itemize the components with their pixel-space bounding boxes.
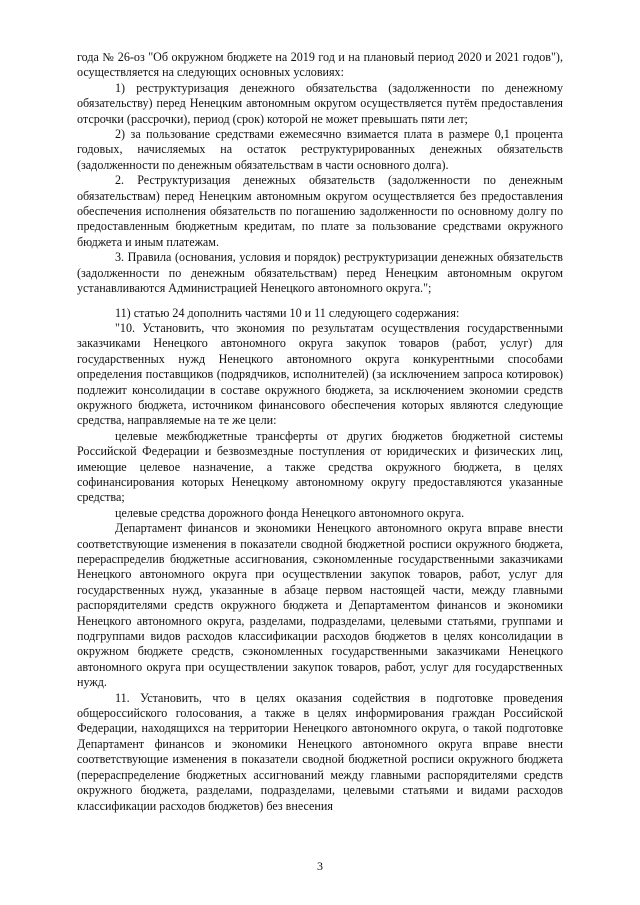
paragraph-item-11: 11) статью 24 дополнить частями 10 и 11 следующего содержания: — [115, 305, 460, 320]
page-number: 3 — [317, 859, 323, 873]
paragraph-condition-2: 2) за пользование средствами ежемесячно взимается плата в размере 0,1 процента годовых, начисляемых на остаток реструктурированных денежных обязательств (задолженности по денежным обязательствам в части основного долга). — [77, 127, 563, 172]
paragraph-condition-1: 1) реструктуризация денежного обязательства (задолженности по денежному обязательству) перед Ненецким автономным округом осуществляется путём предоставления отсрочки (рассрочки), период (срок) которой не может превышать пяти лет; — [77, 80, 563, 126]
document-body — [77, 50, 563, 814]
paragraph-point-2: 2. Реструктуризация денежных обязательств (задолженности по денежным обязательствам) перед Ненецким автономным округом осуществляется без предоставления обеспечения исполнения обязательств по погашению задолженности по основному долгу по предоставленным бюджетным кредитам, по плате за пользование средствами окружного бюджета и иным платежам. — [77, 173, 563, 249]
paragraph-road-fund: целевые средства дорожного фонда Ненецкого автономного округа. — [115, 505, 465, 520]
paragraph-part-11: 11. Установить, что в целях оказания содействия в подготовке проведения общероссийского голосования, а также в целях информирования граждан Российской Федерации, находящихся на территории Ненецкого автономного округа, о такой подготовке Департамент финансов и экономики Ненецкого автономного округа вправе внести соответствующие изменения в показатели сводной бюджетной росписи окружного бюджета (перераспределение бюджетных ассигнований между главными распорядителями средств окружного бюджета, разделами, подразделами, целевыми статьями и видами расходов классификации расходов бюджетов) без внесения — [77, 690, 563, 813]
paragraph-point-3: 3. Правила (основания, условия и порядок) реструктуризации денежных обязательств (задолженности по денежным обязательствам) перед Ненецким автономным округом устанавливаются Администрацией Ненецкого автономного округа."; — [77, 250, 563, 296]
paragraph-part-10: "10. Установить, что экономия по результатам осуществления государственными заказчиками Ненецкого автономного округа закупок товаров (работ, услуг) для государственных нужд Ненецкого автономного округа конкурентными способами определения поставщиков (подрядчиков, исполнителей) (за исключением запроса котировок) подлежит консолидации в составе окружного бюджета, за исключением экономии средств окружного бюджета, источником финансового обеспечения которых являются следующие средства, направляемые на те же цели: — [77, 320, 563, 428]
paragraph-finance-department: Департамент финансов и экономики Ненецкого автономного округа вправе внести соответствующие изменения в показатели сводной бюджетной росписи окружного бюджета, перераспределив бюджетные ассигнования, сэкономленные государственными заказчиками Ненецкого автономного округа при осуществлении закупок товаров, работ, услуг для государственных нужд, указанные в абзаце первом настоящей части, между главными распорядителями средств окружного бюджета и Департаментом финансов и экономики Ненецкого автономного округа, разделами, подразделами, целевыми статьями, группами и подгруппами видов расходов классификации расходов бюджетов в целях консолидации в окружном бюджете средств, сэкономленных государственными заказчиками Ненецкого автономного округа при осуществлении закупок товаров, работ, услуг для государственных нужд. — [77, 521, 563, 690]
paragraph-law-continuation: года № 26-оз "Об окружном бюджете на 2019 год и на плановый период 2020 и 2021 годов"), осуществляется на следующих основных условиях: — [77, 50, 563, 80]
paragraph-targeted-transfers: целевые межбюджетные трансферты от других бюджетов бюджетной системы Российской Федерации и безвозмездные поступления от юридических и физических лиц, имеющие целевое назначение, а также средства окружного бюджета, в целях софинансирования которых Ненецкому автономному округу предоставляются указанные средства; — [77, 428, 563, 505]
